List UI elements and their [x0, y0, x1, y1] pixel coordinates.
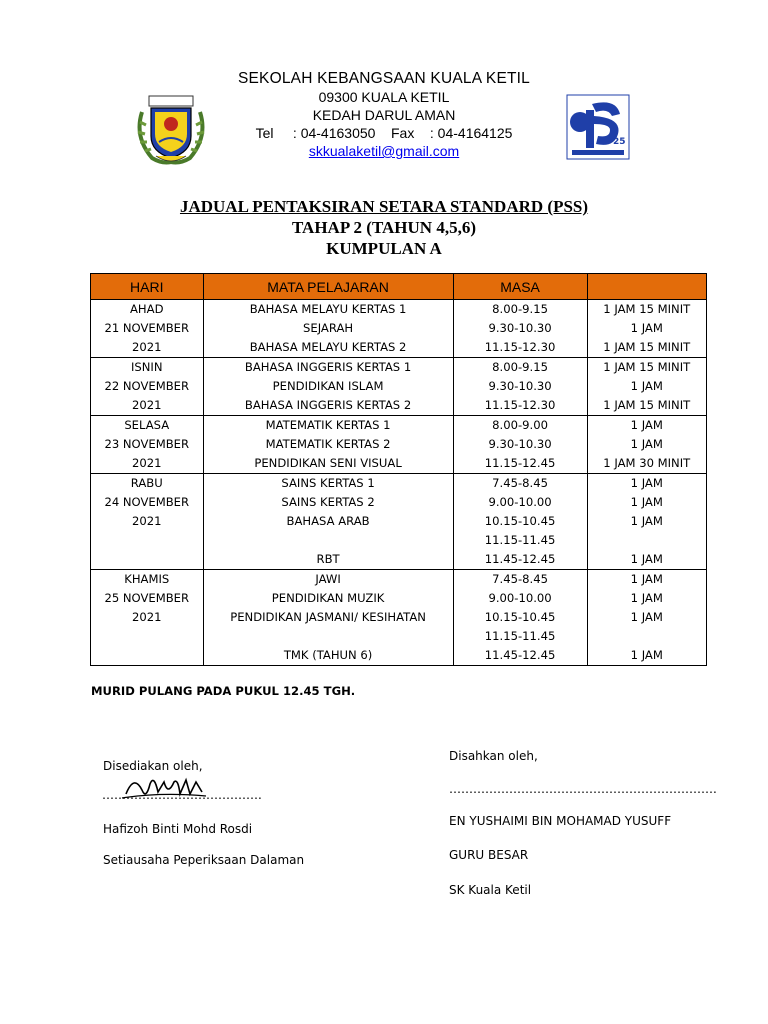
table-row [91, 474, 707, 570]
letterhead [0, 70, 768, 160]
time-line: 7.45-8.45 [492, 572, 548, 586]
duration-line: 1 JAM [630, 418, 663, 432]
day-line: 2021 [132, 340, 162, 354]
header-duration [587, 274, 706, 300]
day-line [91, 646, 203, 665]
time-line: 9.30-10.30 [488, 379, 552, 393]
day-line: ISNIN [130, 360, 163, 374]
prepared-by-dots: …………………………………. [102, 788, 262, 802]
time-line: 7.45-8.45 [492, 476, 548, 490]
subject-line: PENDIDIKAN MUZIK [271, 591, 385, 605]
duration-line: 1 JAM [630, 437, 663, 451]
school-state: KEDAH DARUL AMAN [312, 107, 456, 123]
time-cell [453, 358, 587, 416]
subject-line: TMK (TAHUN 6) [283, 648, 373, 662]
time-line: 9.30-10.30 [488, 321, 552, 335]
subject-line: BAHASA ARAB [286, 514, 370, 528]
day-line [91, 550, 203, 569]
subject-line: MATEMATIK KERTAS 2 [265, 437, 391, 451]
subject-line: BAHASA INGGERIS KERTAS 1 [244, 360, 412, 374]
schedule-body [91, 300, 707, 666]
time-line: 11.45-12.45 [484, 648, 556, 662]
duration-line [588, 627, 706, 646]
duration-line: 1 JAM 15 MINIT [603, 398, 691, 412]
duration-line: 1 JAM [630, 648, 663, 662]
subject-line: BAHASA MELAYU KERTAS 2 [249, 340, 407, 354]
day-line: SELASA [124, 418, 170, 432]
prepared-by-role: Setiausaha Peperiksaan Dalaman [103, 853, 305, 867]
svg-text:25: 25 [613, 137, 626, 147]
subject-line: PENDIDIKAN JASMANI/ KESIHATAN [230, 610, 426, 624]
subject-cell [203, 570, 453, 666]
day-cell [91, 416, 204, 474]
time-line: 11.45-12.45 [484, 552, 556, 566]
day-line: 22 NOVEMBER [104, 379, 190, 393]
duration-line: 1 JAM [630, 321, 663, 335]
approved-by-name: EN YUSHAIMI BIN MOHAMAD YUSUFF [449, 814, 672, 828]
title-line-3: KUMPULAN A [326, 239, 442, 258]
subject-line: SAINS KERTAS 1 [281, 476, 375, 490]
approved-by-org: SK Kuala Ketil [449, 883, 532, 897]
subject-cell [203, 416, 453, 474]
duration-line: 1 JAM 15 MINIT [603, 302, 691, 316]
duration-line: 1 JAM [630, 572, 663, 586]
duration-cell [587, 416, 706, 474]
document-titles [0, 196, 768, 259]
duration-line: 1 JAM [630, 495, 663, 509]
day-line: 2021 [132, 398, 162, 412]
duration-line [588, 531, 706, 550]
duration-line: 1 JAM [630, 379, 663, 393]
duration-cell [587, 474, 706, 570]
approved-by-label: Disahkan oleh, [449, 749, 538, 763]
school-name: SEKOLAH KEBANGSAAN KUALA KETIL [237, 70, 530, 87]
day-line: 25 NOVEMBER [104, 591, 190, 605]
day-cell [91, 300, 204, 358]
duration-cell [587, 300, 706, 358]
day-line [91, 627, 203, 646]
subject-cell [203, 300, 453, 358]
time-cell [453, 416, 587, 474]
duration-line: 1 JAM 30 MINIT [603, 456, 691, 470]
time-line: 11.15-12.30 [484, 398, 556, 412]
table-header-row [91, 274, 707, 300]
time-line: 11.15-11.45 [484, 629, 556, 643]
time-line: 9.30-10.30 [488, 437, 552, 451]
duration-line: 1 JAM 15 MINIT [603, 360, 691, 374]
time-line: 9.00-10.00 [488, 495, 552, 509]
approved-by-role: GURU BESAR [449, 848, 529, 862]
subject-line: MATEMATIK KERTAS 1 [265, 418, 391, 432]
time-line: 8.00-9.15 [492, 302, 548, 316]
table-row [91, 570, 707, 666]
signature-icon [120, 770, 210, 806]
time-line: 8.00-9.15 [492, 360, 548, 374]
time-line: 8.00-9.00 [492, 418, 548, 432]
subject-cell [203, 358, 453, 416]
duration-line: 1 JAM [630, 514, 663, 528]
day-line: AHAD [130, 302, 164, 316]
day-cell [91, 474, 204, 570]
prepared-by-name: Hafizoh Binti Mohd Rosdi [103, 822, 253, 836]
subject-line: RBT [316, 552, 340, 566]
time-line: 10.15-10.45 [484, 514, 556, 528]
header-mata-pelajaran: MATA PELAJARAN [203, 274, 453, 300]
time-line: 11.15-11.45 [484, 533, 556, 547]
day-line: 23 NOVEMBER [104, 437, 190, 451]
prepared-by-label: Disediakan oleh, [103, 759, 203, 773]
approved-by-dots: …………………………………………………………. [449, 782, 717, 796]
time-line: 10.15-10.45 [484, 610, 556, 624]
subject-line: SAINS KERTAS 2 [281, 495, 375, 509]
school-postcode: 09300 KUALA KETIL [318, 89, 450, 105]
day-line: 21 NOVEMBER [104, 321, 190, 335]
subject-line: JAWI [315, 572, 341, 586]
subject-cell [203, 474, 453, 570]
time-cell [453, 474, 587, 570]
day-line: 2021 [132, 456, 162, 470]
subject-line [204, 531, 453, 550]
time-line: 11.15-12.30 [484, 340, 556, 354]
subject-line [204, 627, 453, 646]
table-row [91, 300, 707, 358]
title-line-2: TAHAP 2 (TAHUN 4,5,6) [291, 218, 476, 237]
header-masa: MASA [453, 274, 587, 300]
time-line: 9.00-10.00 [488, 591, 552, 605]
table-row [91, 416, 707, 474]
duration-cell [587, 358, 706, 416]
day-line: RABU [130, 476, 163, 490]
day-cell [91, 358, 204, 416]
duration-line: 1 JAM [630, 610, 663, 624]
schedule-table [90, 273, 707, 666]
day-line: 2021 [132, 514, 162, 528]
subject-line: SEJARAH [303, 321, 354, 335]
dismissal-note: MURID PULANG PADA PUKUL 12.45 TGH. [91, 684, 356, 698]
subject-line: BAHASA MELAYU KERTAS 1 [249, 302, 407, 316]
time-cell [453, 300, 587, 358]
time-cell [453, 570, 587, 666]
time-line: 11.15-12.45 [484, 456, 556, 470]
school-contact: Tel : 04-4163050 Fax : 04-4164125 [255, 125, 513, 141]
day-line: KHAMIS [124, 572, 170, 586]
subject-line: PENDIDIKAN ISLAM [272, 379, 384, 393]
table-row [91, 358, 707, 416]
header-hari: HARI [91, 274, 204, 300]
duration-line: 1 JAM [630, 552, 663, 566]
day-line [91, 531, 203, 550]
duration-cell [587, 570, 706, 666]
day-line: 2021 [132, 610, 162, 624]
duration-line: 1 JAM 15 MINIT [603, 340, 691, 354]
duration-line: 1 JAM [630, 591, 663, 605]
day-cell [91, 570, 204, 666]
duration-line: 1 JAM [630, 476, 663, 490]
day-line: 24 NOVEMBER [104, 495, 190, 509]
title-line-1: JADUAL PENTAKSIRAN SETARA STANDARD (PSS) [179, 197, 589, 216]
subject-line: PENDIDIKAN SENI VISUAL [254, 456, 402, 470]
subject-line: BAHASA INGGERIS KERTAS 2 [244, 398, 412, 412]
school-email-link[interactable]: skkualaketil@gmail.com [308, 143, 460, 159]
